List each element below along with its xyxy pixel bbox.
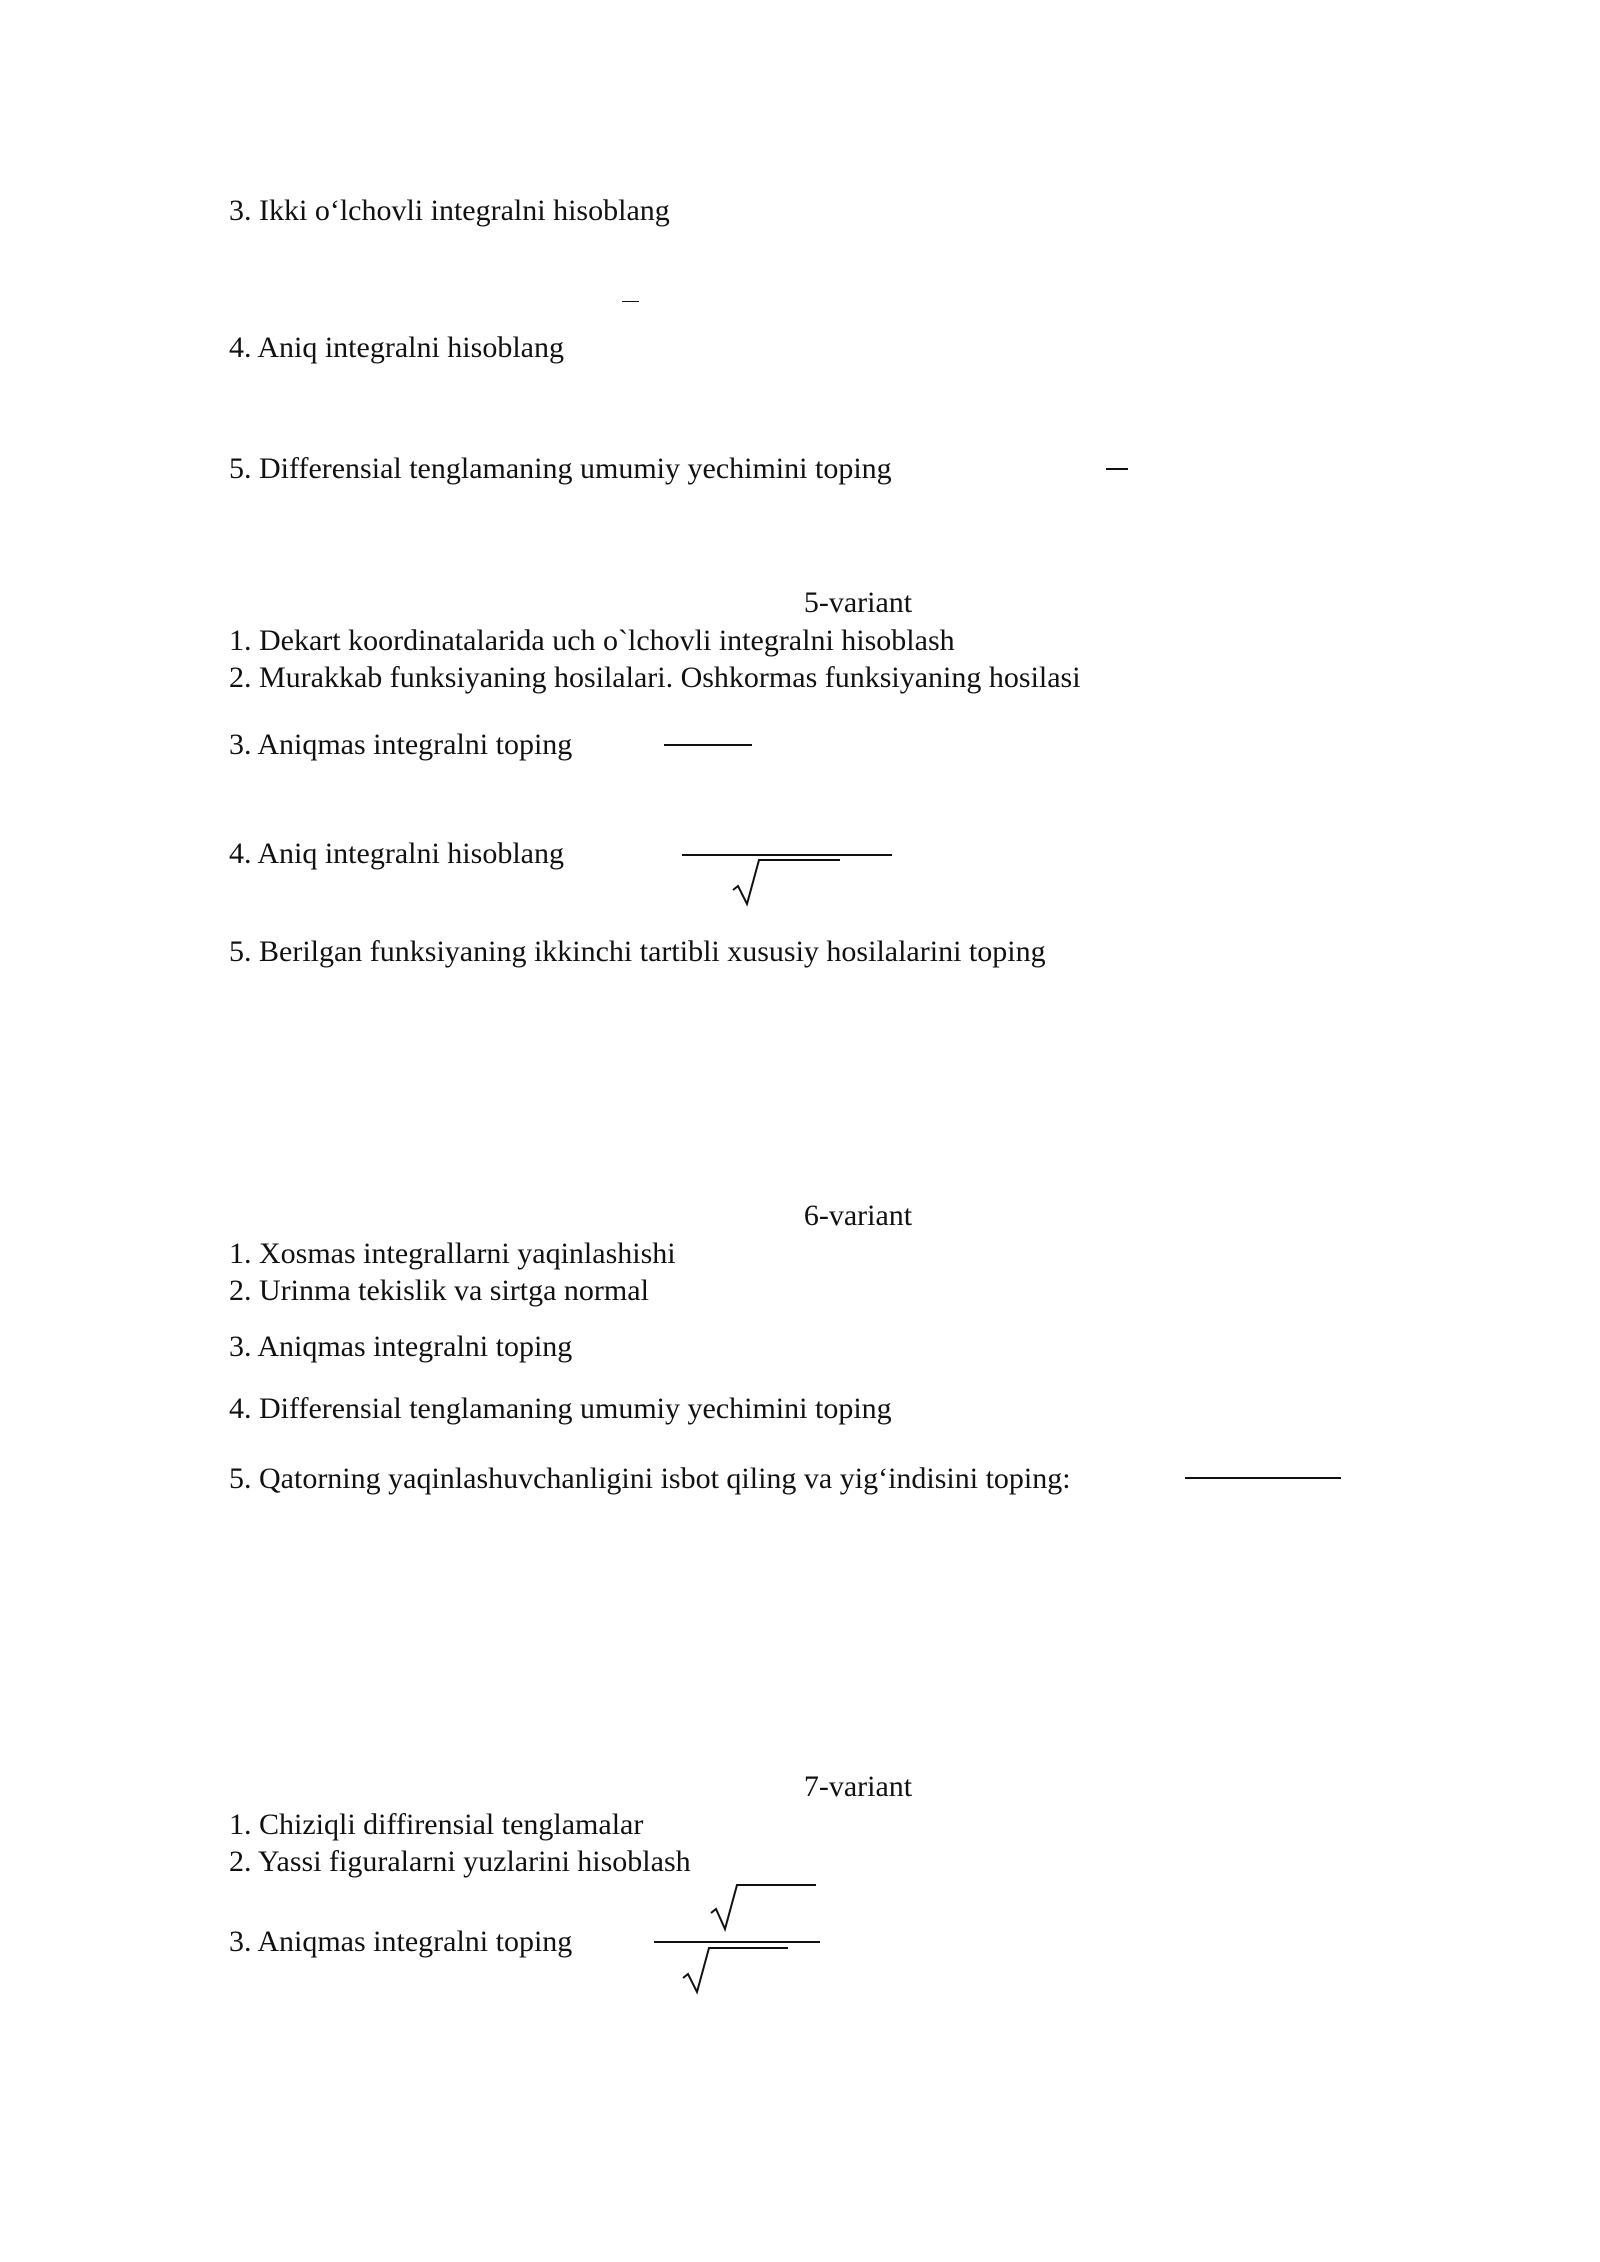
variant-5-heading: 5-variant (803, 586, 913, 619)
square-root-sign (682, 1946, 792, 1996)
variant-6-item-4: 4. Differensial tenglamaning umumiy yechimini toping (229, 1392, 892, 1425)
formula-fraction-bar (1106, 468, 1128, 470)
square-root-sign (710, 1883, 820, 1933)
variant-5-item-3: 3. Aniqmas integralni toping (229, 728, 573, 761)
variant-7-item-2: 2. Yassi figuralarni yuzlarini hisoblash (229, 1845, 691, 1878)
variant-6-item-3: 3. Aniqmas integralni toping (229, 1330, 573, 1363)
formula-fraction-bar (622, 301, 639, 302)
formula-fraction-bar (682, 854, 892, 856)
variant-5-item-2: 2. Murakkab funksiyaning hosilalari. Oshkormas funksiyaning hosilasi (229, 661, 1081, 694)
top-item-3: 3. Ikki o‘lchovli integralni hisoblang (229, 194, 670, 227)
square-root-sign (732, 858, 842, 908)
formula-fraction-bar (1185, 1477, 1341, 1479)
variant-6-item-1: 1. Xosmas integrallarni yaqinlashishi (229, 1237, 676, 1270)
variant-6-item-2: 2. Urinma tekislik va sirtga normal (229, 1274, 649, 1307)
variant-6-item-5: 5. Qatorning yaqinlashuvchanligini isbot qiling va yig‘indisini toping: (229, 1462, 1071, 1495)
variant-6-heading: 6-variant (803, 1199, 913, 1232)
variant-7-item-3: 3. Aniqmas integralni toping (229, 1925, 573, 1958)
variant-7-item-1: 1. Chiziqli diffirensial tenglamalar (229, 1808, 644, 1841)
variant-7-heading: 7-variant (803, 1770, 913, 1803)
variant-5-item-4: 4. Aniq integralni hisoblang (229, 837, 564, 870)
top-item-4: 4. Aniq integralni hisoblang (229, 331, 564, 364)
top-item-5: 5. Differensial tenglamaning umumiy yechimini toping (229, 452, 892, 485)
formula-fraction-bar (654, 1941, 820, 1943)
variant-5-item-1: 1. Dekart koordinatalarida uch o`lchovli integralni hisoblash (229, 624, 955, 657)
formula-fraction-bar (664, 744, 752, 746)
variant-5-item-5: 5. Berilgan funksiyaning ikkinchi tartibli xususiy hosilalarini toping (229, 935, 1046, 968)
